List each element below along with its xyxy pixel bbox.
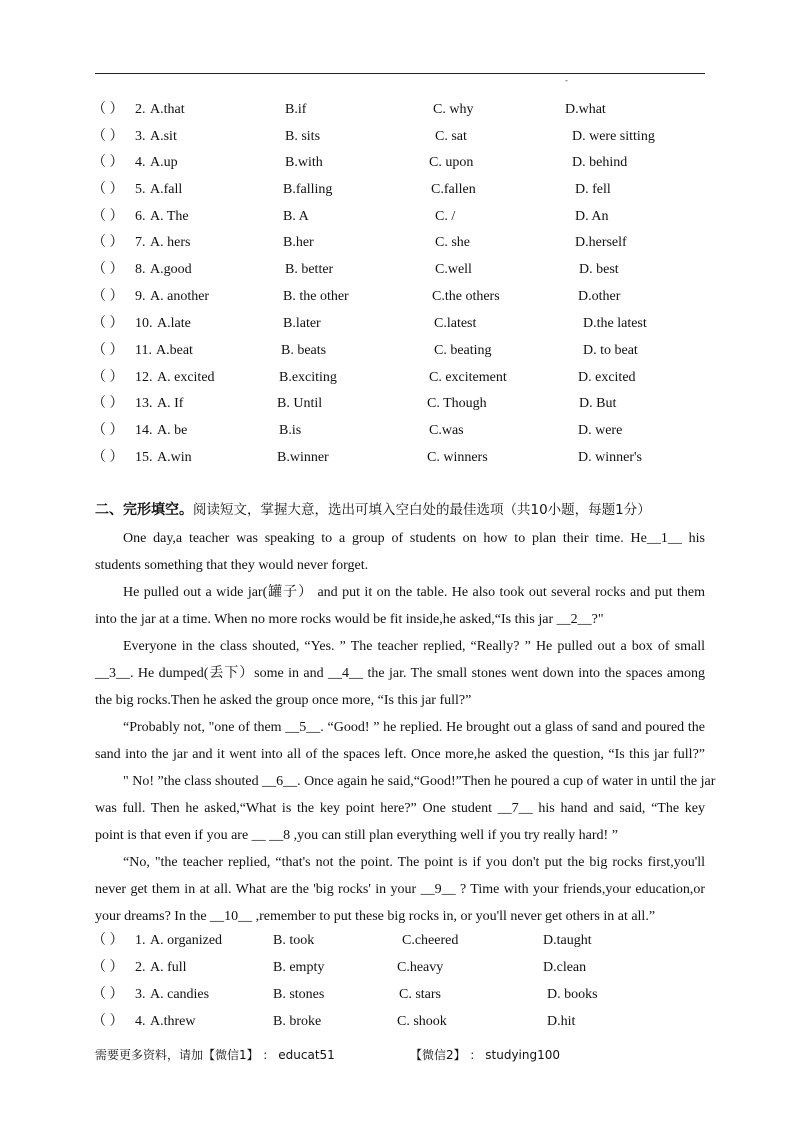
section-instruction: 阅读短文，掌握大意，选出可填入空白处的最佳选项（共10小题，每题1分） [193,502,651,518]
option-c: C.the others [432,289,500,304]
option-a: A. If [157,396,184,411]
question-number: 1. [135,933,146,948]
option-c: C. sat [435,129,467,144]
option-d: D. were [578,423,623,438]
option-b: B. the other [283,289,349,304]
answer-blank[interactable]: （ ） [92,102,124,117]
option-c: C.well [435,262,472,277]
answer-blank[interactable]: （ ） [92,396,124,411]
option-a: A.sit [150,129,177,144]
option-b: B.exciting [279,370,337,385]
option-b: B.with [285,155,323,170]
option-b: B. Until [277,396,323,411]
passage-line: " No! ”the class shouted __6__. Once again he said,“Good!”Then he poured a cup of water in until the jar [123,774,716,789]
question-number: 3. [135,987,146,1002]
passage-line: was full. Then he asked,“What is the key point here?” One student __7__ his hand and said, “The key [95,801,705,816]
passage-line: __3__. He dumped(丢下）some in and __4__ the jar. The small stones went down into the spaces among [95,666,705,681]
passage-line: never get them in at all. What are the 'big rocks' in your __9__ ? Time with your friends,your education,or [95,882,705,897]
option-a: A. excited [157,370,215,385]
passage-line: your dreams? In the __10__ ,remember to put these big rocks in, or you'll never get others in at all.” [95,909,656,924]
option-d: D. excited [578,370,636,385]
option-c: C. / [435,209,456,224]
option-b: B.winner [277,450,329,465]
answer-blank[interactable]: （ ） [92,450,124,465]
option-c: C.was [429,423,464,438]
option-a: A. hers [150,235,191,250]
answer-blank[interactable]: （ ） [92,182,124,197]
question-number: 14. [135,423,153,438]
cloze-passage [95,525,716,930]
option-b: B. better [285,262,334,277]
answer-blank[interactable]: （ ） [92,370,124,385]
option-b: B. empty [273,960,325,975]
question-number: 11. [135,343,152,358]
question-number: 15. [135,450,153,465]
question-number: 2. [135,102,146,117]
option-a: A. full [150,960,187,975]
option-a: A.beat [156,343,193,358]
passage-line: sand into the jar and it went into all of the spaces left. Once more,he asked the question, “Is this jar full?” [95,747,705,762]
option-a: A.threw [150,1014,196,1029]
question-number: 3. [135,129,146,144]
answer-blank[interactable]: （ ） [92,235,124,250]
option-a: A.up [150,155,178,170]
footer-wechat-2: 【微信2】 ： studying100 [410,1048,561,1062]
passage-line: into the jar at a time. When no more rocks would be fit inside,he asked,“Is this jar __2__?" [95,612,604,627]
option-c: C.fallen [431,182,476,197]
answer-blank[interactable]: （ ） [92,262,124,277]
option-d: D. to beat [583,343,638,358]
passage-line: the big rocks.Then he asked the group once more, “Is this jar full?” [95,693,472,708]
section-title: 二、完形填空。 [95,502,193,518]
question-number: 10. [135,316,153,331]
option-d: D. behind [572,155,628,170]
option-d: D.taught [543,933,592,948]
question-number: 9. [135,289,146,304]
option-d: D. books [547,987,598,1002]
answer-blank[interactable]: （ ） [92,987,124,1002]
passage-line: “Probably not, "one of them __5__. “Good! ” he replied. He brought out a glass of sand and poured the [123,720,705,735]
option-a: A. candies [150,987,210,1002]
option-a: A. The [150,209,189,224]
option-b: B.if [285,102,307,117]
option-d: D.herself [575,235,627,250]
option-b: B.later [283,316,321,331]
option-b: B. A [283,209,309,224]
passage-line: “No, "the teacher replied, “that's not the point. The point is if you don't put the big rocks first,you'll [123,855,705,870]
option-b: B. stones [273,987,325,1002]
option-d: D.the latest [583,316,647,331]
header-mark: - [565,75,568,85]
question-number: 2. [135,960,146,975]
answer-blank[interactable]: （ ） [92,1014,124,1029]
option-b: B. took [273,933,315,948]
passage-line: One day,a teacher was speaking to a group of students on how to plan their time. He__1__ his [123,531,705,546]
option-d: D.hit [547,1014,576,1029]
option-c: C. winners [427,450,488,465]
answer-blank[interactable]: （ ） [92,155,124,170]
option-b: B. broke [273,1014,322,1029]
option-c: C. beating [434,343,492,358]
answer-blank[interactable]: （ ） [92,960,124,975]
option-d: D. best [579,262,619,277]
question-number: 13. [135,396,153,411]
option-c: C. why [433,102,474,117]
option-b: B. sits [285,129,321,144]
option-c: C. she [435,235,470,250]
option-a: A. be [157,423,188,438]
option-a: A.late [157,316,191,331]
option-c: C. shook [397,1014,447,1029]
header-rule [95,73,705,74]
answer-blank[interactable]: （ ） [92,933,124,948]
option-c: C. stars [399,987,441,1002]
option-b: B. beats [281,343,327,358]
answer-blank[interactable]: （ ） [92,423,124,438]
option-a: A. another [150,289,210,304]
option-d: D.other [578,289,621,304]
option-d: D. But [579,396,617,411]
option-c: C. Though [427,396,487,411]
answer-blank[interactable]: （ ） [92,209,124,224]
option-b: B.is [279,423,302,438]
option-c: C. upon [429,155,474,170]
option-c: C.heavy [397,960,444,975]
option-d: D.what [565,102,606,117]
option-d: D. fell [575,182,611,197]
question-number: 12. [135,370,153,385]
option-b: B.falling [283,182,333,197]
option-c: C.cheered [402,933,459,948]
answer-blank[interactable]: （ ） [92,343,124,358]
option-c: C. excitement [429,370,507,385]
question-number: 8. [135,262,146,277]
option-a: A.good [150,262,192,277]
option-d: D. winner's [578,450,642,465]
option-c: C.latest [434,316,477,331]
question-number: 4. [135,155,146,170]
question-number: 6. [135,209,146,224]
section-heading [95,500,651,521]
option-a: A.that [150,102,185,117]
option-a: A.win [157,450,192,465]
question-number: 5. [135,182,146,197]
option-d: D.clean [543,960,587,975]
question-number: 4. [135,1014,146,1029]
option-d: D. were sitting [572,129,655,144]
question-number: 7. [135,235,146,250]
answer-blank[interactable]: （ ） [92,316,124,331]
option-b: B.her [283,235,314,250]
passage-line: Everyone in the class shouted, “Yes. ” The teacher replied, “Really? ” He pulled out a box of small [123,639,705,654]
option-a: A. organized [150,933,223,948]
passage-line: students something that they would never forget. [95,558,369,573]
footer-wechat-1: 需要更多资料，请加【微信1】 ： educat51 [95,1048,335,1062]
answer-blank[interactable]: （ ） [92,289,124,304]
option-d: D. An [575,209,609,224]
passage-line: point is that even if you are __ __8 ,you can still plan everything well if you try really hard! ” [95,828,618,843]
answer-blank[interactable]: （ ） [92,129,124,144]
option-a: A.fall [150,182,183,197]
passage-line: He pulled out a wide jar(罐子） and put it on the table. He also took out several rocks and put them [123,585,705,600]
